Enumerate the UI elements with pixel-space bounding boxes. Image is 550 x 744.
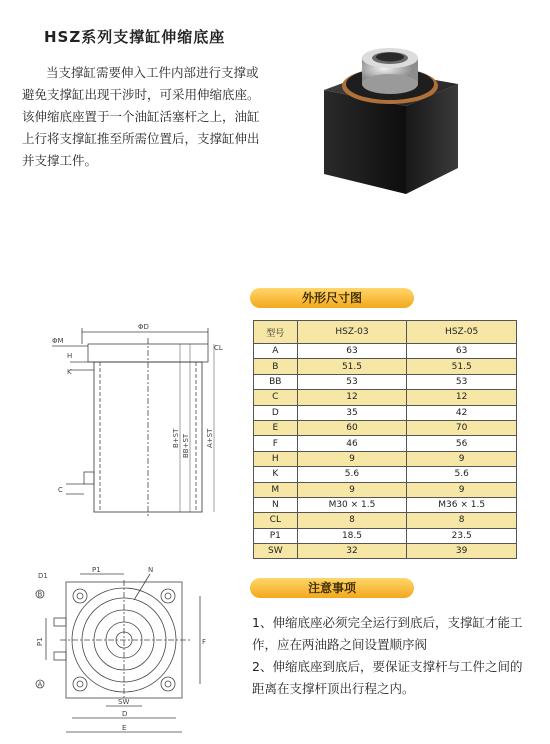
plan-view-drawing — [30, 560, 230, 744]
table-cell-param: E — [254, 420, 298, 435]
table-cell-value: 32 — [297, 544, 407, 559]
label-phi-m: ΦM — [52, 337, 64, 345]
table-cell-param: D — [254, 405, 298, 420]
table-row — [254, 451, 517, 466]
table-cell-value: 8 — [407, 513, 517, 528]
label-a-st: A+ST — [206, 428, 214, 448]
table-cell-value: 70 — [407, 420, 517, 435]
table-cell-value: M36 × 1.5 — [407, 497, 517, 512]
table-row — [254, 482, 517, 497]
table-cell-value: 5.6 — [297, 467, 407, 482]
table-cell-param: M — [254, 482, 298, 497]
table-row — [254, 544, 517, 559]
side-view-drawing — [30, 318, 240, 518]
table-cell-param: CL — [254, 513, 298, 528]
table-cell-value: 39 — [407, 544, 517, 559]
table-cell-value: 35 — [297, 405, 407, 420]
table-row — [254, 390, 517, 405]
table-cell-value: 9 — [407, 451, 517, 466]
table-row — [254, 436, 517, 451]
table-cell-param: A — [254, 344, 298, 359]
table-cell-value: 9 — [297, 451, 407, 466]
label-f: F — [202, 638, 207, 646]
marker-a: A — [37, 680, 43, 689]
table-cell-value: 53 — [407, 374, 517, 389]
table-cell-param: P1 — [254, 528, 298, 543]
label-d: D — [122, 710, 128, 718]
table-row — [254, 467, 517, 482]
table-cell-value: 63 — [407, 344, 517, 359]
table-cell-value: 9 — [297, 482, 407, 497]
table-cell-param: F — [254, 436, 298, 451]
note-item: 2、伸缩底座到底后，要保证支撑杆与工件之间的距离在支撑杆顶出行程之内。 — [252, 659, 523, 696]
table-cell-param: H — [254, 451, 298, 466]
table-cell-param: C — [254, 390, 298, 405]
table-row — [254, 374, 517, 389]
label-bb-st: BB+ST — [182, 433, 190, 458]
marker-b: B — [37, 590, 43, 599]
table-cell-param: B — [254, 359, 298, 374]
label-p1: P1 — [92, 566, 101, 574]
table-cell-value: 18.5 — [297, 528, 407, 543]
label-h: H — [67, 352, 73, 360]
intro-text — [22, 62, 260, 172]
header-model: 型号 — [254, 321, 298, 344]
intro-paragraph: 当支撑缸需要伸入工件内部进行支撑或避免支撑缸出现干涉时，可采用伸缩底座。该伸缩底座置于一个油缸活塞杆之上，油缸上行将支撑缸推至所需位置后，支撑缸伸出并支撑工件。 — [22, 65, 260, 168]
table-cell-value: 63 — [297, 344, 407, 359]
product-photo — [318, 48, 462, 196]
note-item: 1、伸缩底座必须完全运行到底后，支撑缸才能工作，应在两油路之间设置顺序阀 — [252, 615, 523, 652]
header-hsz05: HSZ-05 — [407, 321, 517, 344]
table-cell-value: 5.6 — [407, 467, 517, 482]
table-cell-value: 51.5 — [407, 359, 517, 374]
table-header-row — [254, 321, 517, 344]
notes-list — [252, 612, 524, 700]
label-sw: SW — [118, 698, 130, 706]
label-n: N — [148, 566, 154, 574]
table-cell-param: BB — [254, 374, 298, 389]
table-cell-value: 46 — [297, 436, 407, 451]
table-cell-value: 60 — [297, 420, 407, 435]
label-c: C — [58, 486, 63, 494]
dimension-table — [253, 320, 517, 559]
table-cell-value: 12 — [407, 390, 517, 405]
label-p1-vertical: P1 — [36, 637, 44, 646]
table-cell-value: 8 — [297, 513, 407, 528]
label-k: K — [67, 368, 72, 376]
table-cell-value: 42 — [407, 405, 517, 420]
table-row — [254, 497, 517, 512]
table-cell-value: 9 — [407, 482, 517, 497]
table-row — [254, 405, 517, 420]
table-row — [254, 528, 517, 543]
table-row — [254, 420, 517, 435]
label-phi-d: ΦD — [138, 323, 149, 331]
table-cell-value: 23.5 — [407, 528, 517, 543]
table-cell-param: N — [254, 497, 298, 512]
table-cell-value: 56 — [407, 436, 517, 451]
table-row — [254, 344, 517, 359]
label-b-st: B+ST — [172, 428, 180, 448]
table-cell-value: 53 — [297, 374, 407, 389]
table-cell-value: 12 — [297, 390, 407, 405]
table-cell-value: 51.5 — [297, 359, 407, 374]
page-title: HSZ系列支撑缸伸缩底座 — [44, 28, 226, 46]
header-hsz03: HSZ-03 — [297, 321, 407, 344]
table-cell-param: SW — [254, 544, 298, 559]
table-row — [254, 513, 517, 528]
notes-section-title: 注意事项 — [250, 578, 414, 598]
dimension-section-title: 外形尺寸图 — [250, 288, 414, 308]
table-row — [254, 359, 517, 374]
label-d1: D1 — [38, 572, 48, 580]
label-cl: CL — [214, 344, 223, 352]
table-cell-param: K — [254, 467, 298, 482]
table-cell-value: M30 × 1.5 — [297, 497, 407, 512]
label-e: E — [122, 724, 127, 732]
